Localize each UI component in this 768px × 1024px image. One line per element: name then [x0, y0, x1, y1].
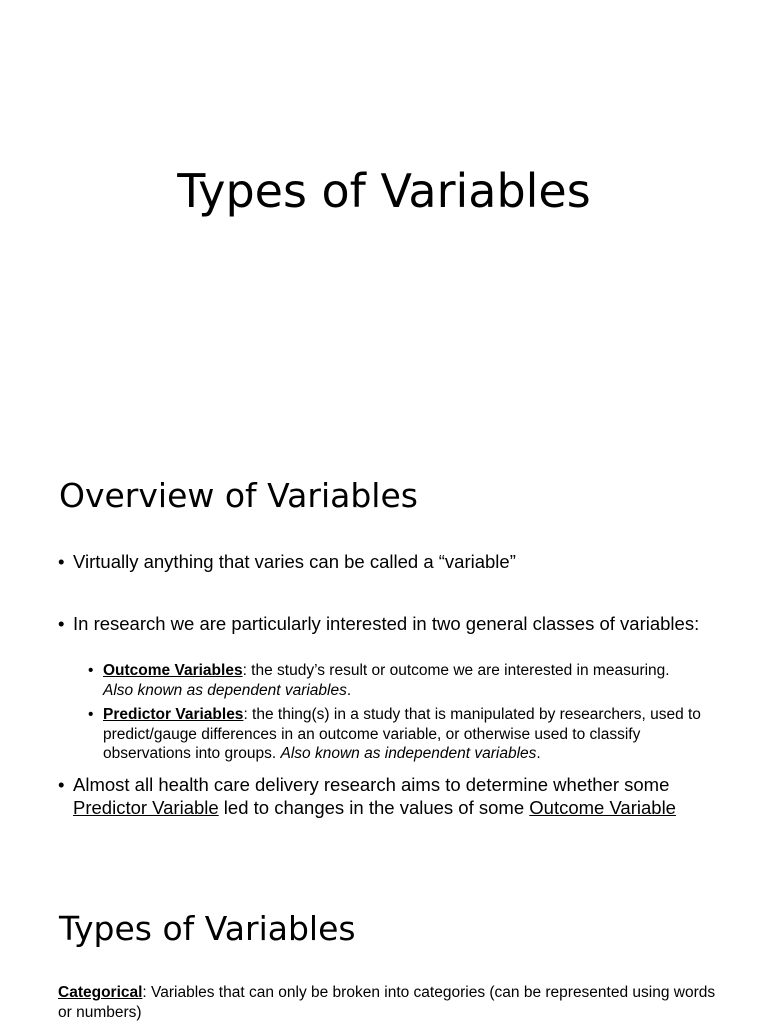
slide-title — [0, 0, 768, 432]
bullet-dot: • — [58, 551, 65, 572]
sub-bullet-text — [103, 705, 703, 764]
slide-overview — [0, 432, 768, 864]
bullet-text — [73, 773, 718, 819]
predictor-variable-term: Predictor Variable — [73, 797, 219, 818]
sentence-end: . — [346, 681, 352, 699]
bullet-item — [58, 773, 718, 819]
slide-title-text: Types of Variables — [177, 164, 591, 218]
categorical-definition — [58, 983, 718, 1022]
term-description: : the study’s result or outcome we are interested in measuring. — [242, 662, 670, 679]
sentence-end: . — [536, 745, 541, 762]
also-known-as: Also known as dependent variables — [103, 681, 347, 699]
sub-bullet-item — [88, 661, 703, 700]
bullet-text: Virtually anything that varies can be called a “variable” — [73, 551, 516, 572]
term-outcome-variables: Outcome Variables — [103, 662, 243, 679]
bullet-text: In research we are particularly interested in two general classes of variables: — [73, 613, 700, 634]
definition-text: : Variables that can only be broken into categories (can be represented using words or numbers) — [58, 984, 716, 1021]
also-known-as: Also known as independent variables — [280, 745, 537, 762]
sub-bullet-dot: • — [88, 706, 94, 723]
slide-types — [0, 864, 768, 1024]
sub-bullet-dot: • — [88, 662, 94, 679]
term-description: : the thing(s) in a study that is manipulated by researchers, used to predict/gauge differences in an outcome variable, or otherwise used to classify observations into groups. — [103, 706, 701, 762]
bullet-item — [58, 550, 718, 573]
bullet-text-part: led to changes in the values of some — [218, 797, 530, 818]
outcome-variable-term: Outcome Variable — [529, 797, 676, 818]
bullet-item — [58, 612, 718, 635]
bullet-text-part: Almost all health care delivery research aims to determine whether some — [73, 774, 670, 795]
bullet-dot: • — [58, 613, 65, 634]
term-predictor-variables: Predictor Variables — [103, 706, 244, 723]
bullet-dot: • — [58, 774, 65, 795]
slide-heading: Types of Variables — [59, 909, 356, 948]
sub-bullet-item — [88, 705, 703, 764]
term-categorical: Categorical — [58, 984, 143, 1001]
slide-heading: Overview of Variables — [59, 476, 418, 515]
sub-bullet-text — [103, 661, 703, 700]
